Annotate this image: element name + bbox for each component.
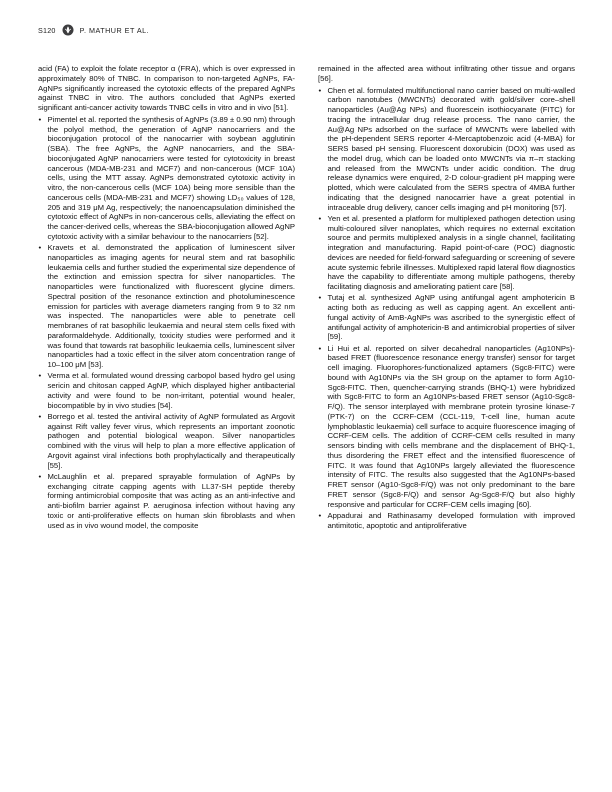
running-head: P. MATHUR ET AL.: [79, 25, 150, 35]
reference-bullet-borrego: • Borrego et al. tested the antiviral activity of AgNP formulated as Argovit against Rift valley fever virus, which represents an important zoonotic pathogen and potential biological weapon. Silver nanoparticles combined with the virus will help to plan a more effective application of Argovit against viral infections both prophylactically and therapeutically [55].: [38, 412, 295, 471]
reference-bullet-yen: • Yen et al. presented a platform for multiplexed pathogen detection using multi-coloured silver nanoplates, which requires no external excitation source and permits multiplexed analysis in a single channel, facilitating integration and manufacturing. Rapid point-of-care (POC) diagnostic devices are needed for field-forward safeguarding or screening of severe acute systemic febrile illnesses. Multiplexed rapid lateral flow diagnostics have the capability to differentiate among multiple pathogens, thereby facilitating diagnosis and ameliorating patient care [58].: [318, 214, 575, 292]
reference-bullet-mclaughlin: • McLaughlin et al. prepared sprayable formulation of AgNPs by exchanging citrate capping agents with LL37-SH peptide thereby forming antimicrobial composite that was acting as an anti-infective and anti-biofilm barrier against P. aeruginosa infection without having any toxic or anti-proliferative effects on human skin fibroblasts and when used as in vivo wound model, the composite: [38, 472, 295, 531]
left-column: [38, 64, 295, 530]
reference-bullet-kravets: • Kravets et al. demonstrated the application of luminescent silver nanoparticles as imaging agents for neural stem and rat basophilic leukaemia cells and further studied the experimental size dependence of the extinction and emission spectra for silver nanoparticles. The nanoparticles were functionalized with fluorescent glycine dimers. Spectral position of the resonance extinction and photoluminescence emission for particles with average diameters ranging from 9 to 32 nm was inspected. The nanoparticles were able to penetrate cell membranes of rat basophilic leukaemia and neural stem cells fixed with paraformaldehyde. Additionally, toxicity studies were performed and it was found that towards rat basophilic leukaemia cells, luminescent silver nanoparticles had a toxic effect in the silver atom concentration range of 10–100 μM [53].: [38, 243, 295, 370]
reference-bullet-tutaj: • Tutaj et al. synthesized AgNP using antifungal agent amphotericin B acting both as reducing as well as capping agent. An excellent anti-fungal activity of AmB-AgNPs was ascribed to the synergistic effect of antifungal activity of amphotericin-B and antimicrobial properties of silver [59].: [318, 293, 575, 342]
publisher-logo-icon: [62, 24, 74, 36]
reference-bullet-pimentel: • Pimentel et al. reported the synthesis of AgNPs (3.89 ± 0.90 nm) through the polyol method, the generation of AgNP nanocarriers and the bioconjugation protocol of the nanocarrier with soybean agglutinin (SBA). The free AgNPs, the AgNP nanocarriers, and the SBA-bioconjugated AgNP nanocarriers were tested for cytotoxicity in breast cancerous (MDA-MB-231 and MCF7) and non-cancerous (MCF 10A) cells, using the MTT assay. AgNPs demonstrated cytotoxic activity in vitro, the non-cancerous cells (MCF 10A) being more sensible than the cancerous cells (MDA-MB-231 and MCF7) showing LD₅₀ values of 128, 205 and 319 μM Ag, respectively; the nanoencapsulation diminished the cytotoxic effect of AgNPs in non-cancerous cells, alleviating the effect on the cancer-derived cells, whereas the SBA-bioconjugation allowed AgNP cytotoxic activity with a similar behaviour to the nanocarriers [52].: [38, 115, 295, 242]
reference-bullet-appadurai: • Appadurai and Rathinasamy developed formulation with improved antimitotic, apoptotic and antiproliferative: [318, 511, 575, 531]
bullet-list-left: [38, 115, 295, 531]
continuation-paragraph: acid (FA) to exploit the folate receptor α (FRA), which is over expressed in approximately 80% of TNBC. In comparison to non-targeted AgNPs, FA-AgNPs significantly increased the cytotoxic effects of the prepared AgNPs against TNBC in vitro. The authors concluded that AgNPs exerted significant anti-cancer activity towards TNBC cells in vitro and in vivo [51].: [38, 64, 295, 112]
bullet-list-right: [318, 86, 575, 531]
page-number: S120: [38, 25, 56, 35]
reference-bullet-verma: • Verma et al. formulated wound dressing carbopol based hydro gel using sericin and chitosan capped AgNP, which displayed higher antibacterial activity and were found to be non-irritant, potential wound healer, biocompatible by in vivo studies [54].: [38, 371, 295, 410]
reference-bullet-lihui: • Li Hui et al. reported on silver decahedral nanoparticles (Ag10NPs)-based FRET (fluorescence resonance energy transfer) sensor for target cell imaging. Fluorophores-functionalized aptamers (Sgc8-FITC) were bound with Ag10NPs via the SH group on the aptamer to form Ag10-Sgc8-FITC. Then, quencher-carrying strands (BHQ-1) were hybridized with Sgc8-FITC to form an Ag10NPs-based FRET sensor (Ag10-Sgc8-F/Q). The sensor interplayed with membrane protein tyrosine kinase-7 (PTK-7) on the CCRF-CEM (CCL-119, T-cell line, human acute lymphoblastic leukaemia) cell surface to acquire fluorescence imaging of CCRF-CEM cells. The addition of CCRF-CEM cells resulted in many sensors binding with cells membrane and the displacement of BHQ-1, thus disordering the FRET effect and the intensified fluorescence of FITC. It was found that Ag10NPs largely alleviated the fluorescence intensity of FITC. The results also suggested that the Ag10NPs-based FRET sensor (Ag10-Sgc8-F/Q) was not only predominant to the bare FRET sensor (Sgc8-F/Q) and sensor Ag-Sgc8-F/Q but also highly responsive and particular for CCRF-CEM cells imaging [60].: [318, 344, 575, 510]
continuation-paragraph: remained in the affected area without infiltrating other tissue and organs [56].: [318, 64, 575, 83]
page-header: [38, 24, 575, 36]
text-columns: [38, 64, 575, 530]
reference-bullet-chen: • Chen et al. formulated multifunctional nano carrier based on multi-walled carbon nanotubes (MWCNTs) decorated with gold/silver core–shell nanoparticles (Au@Ag NPs) and fluorescein isothiocyanate (FITC) for tracing the intracellular drug release process. The nano carrier, the Au@Ag NPs adsorbed on the surface of MWCNTs were labelled with the pH-dependent SERS reporter 4-Mercaptobenzoic acid (4-MBA) for SERS based pH sensing. Fluorescent doxorubicin (DOX) was used as the model drug, which can be loaded onto MWCNTs via π–π stacking and released from the MWCNTs under acidic condition. The drug release dynamics were enquired, 2-D colour-gradient pH mapping were plotted, which were calculated from the SERS spectra of 4MBA further indicating that the designed nanocarrier have a great potential in intraceable drug delivery, cancer cells imaging and pH monitoring [57].: [318, 86, 575, 213]
right-column: [318, 64, 575, 530]
